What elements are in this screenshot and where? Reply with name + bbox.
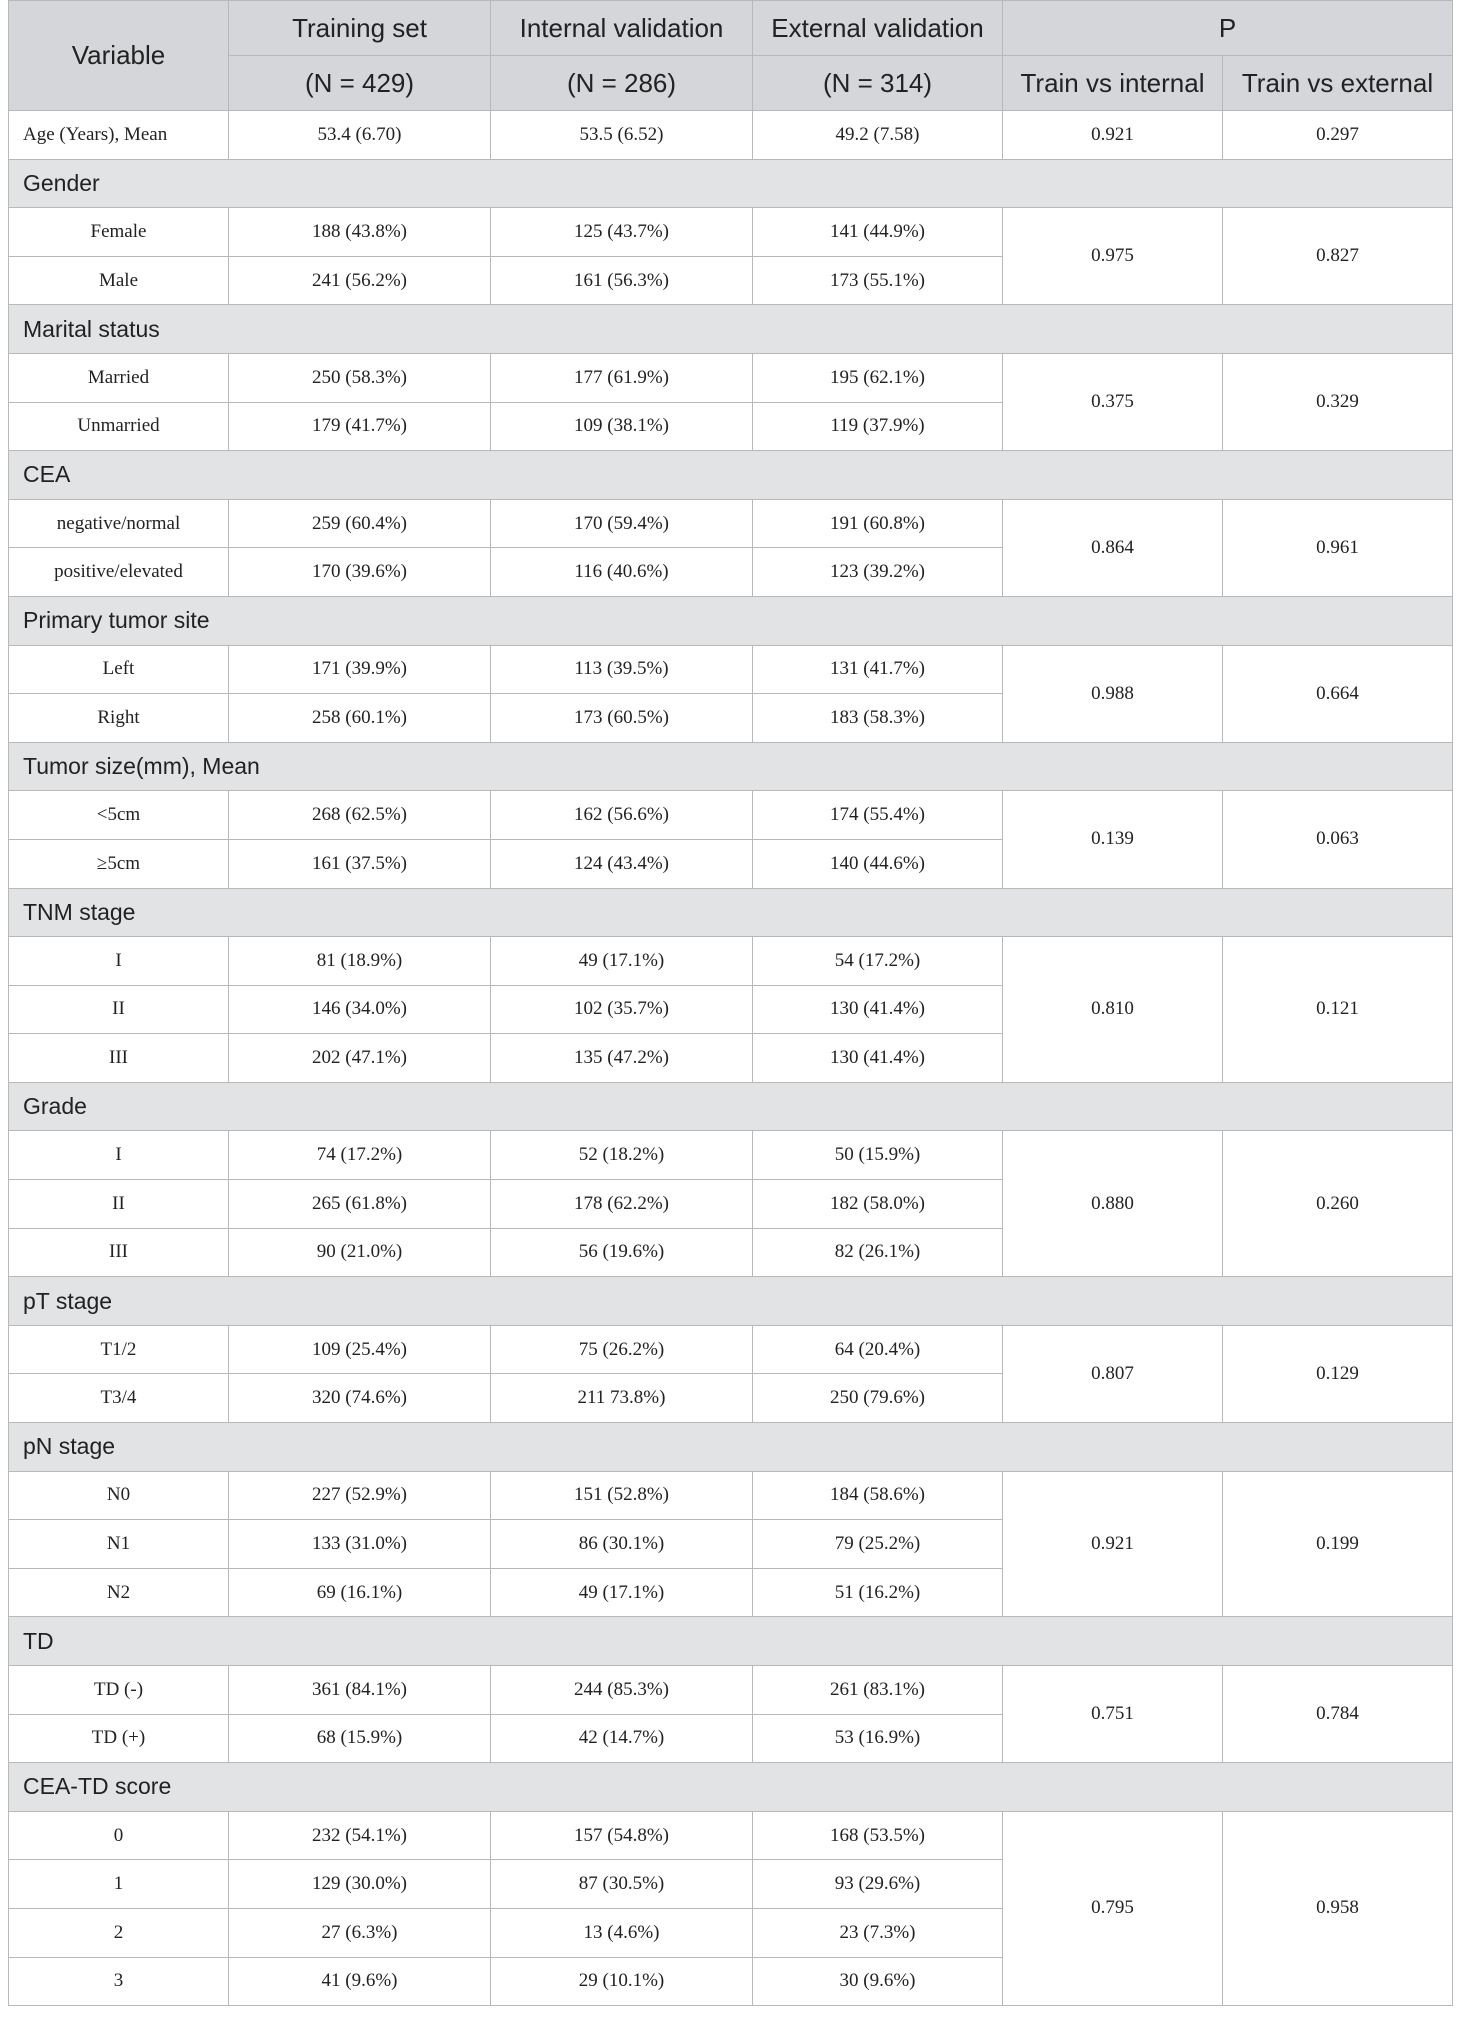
age-training: 53.4 (6.70): [229, 111, 491, 160]
external-value: 191 (60.8%): [753, 499, 1003, 548]
external-value: 168 (53.5%): [753, 1811, 1003, 1860]
header-training-set: Training set: [229, 1, 491, 56]
internal-value: 116 (40.6%): [491, 548, 753, 597]
external-value: 30 (9.6%): [753, 1957, 1003, 2006]
group-title: Marital status: [9, 305, 1453, 354]
p-train-vs-internal: 0.795: [1003, 1811, 1223, 2005]
group-title: TNM stage: [9, 888, 1453, 937]
external-value: 119 (37.9%): [753, 402, 1003, 451]
internal-value: 56 (19.6%): [491, 1228, 753, 1277]
training-value: 179 (41.7%): [229, 402, 491, 451]
row-label: N2: [9, 1568, 229, 1617]
row-label: 3: [9, 1957, 229, 2006]
row-label: ≥5cm: [9, 839, 229, 888]
table-row: [9, 208, 1453, 257]
group-title: pN stage: [9, 1423, 1453, 1472]
table-row: [9, 1811, 1453, 1860]
external-value: 93 (29.6%): [753, 1860, 1003, 1909]
p-train-vs-internal: 0.751: [1003, 1666, 1223, 1763]
group-header-row: [9, 1423, 1453, 1472]
external-value: 141 (44.9%): [753, 208, 1003, 257]
row-label: 0: [9, 1811, 229, 1860]
table-row: [9, 1325, 1453, 1374]
training-value: 241 (56.2%): [229, 256, 491, 305]
p-train-vs-internal: 0.880: [1003, 1131, 1223, 1277]
header-row-1: [9, 1, 1453, 56]
header-external-n: (N = 314): [753, 56, 1003, 111]
external-value: 64 (20.4%): [753, 1325, 1003, 1374]
training-value: 320 (74.6%): [229, 1374, 491, 1423]
external-value: 182 (58.0%): [753, 1180, 1003, 1229]
training-value: 232 (54.1%): [229, 1811, 491, 1860]
table-row: [9, 499, 1453, 548]
p-train-vs-internal: 0.807: [1003, 1325, 1223, 1422]
header-train-vs-internal: Train vs internal: [1003, 56, 1223, 111]
row-label: II: [9, 1180, 229, 1229]
external-value: 173 (55.1%): [753, 256, 1003, 305]
baseline-characteristics-table-container: [8, 0, 1452, 2006]
row-label: N0: [9, 1471, 229, 1520]
group-title: CEA: [9, 451, 1453, 500]
table-header: [9, 1, 1453, 111]
group-title: pT stage: [9, 1277, 1453, 1326]
internal-value: 135 (47.2%): [491, 1034, 753, 1083]
age-external: 49.2 (7.58): [753, 111, 1003, 160]
header-training-n: (N = 429): [229, 56, 491, 111]
table-row: [9, 1666, 1453, 1715]
external-value: 140 (44.6%): [753, 839, 1003, 888]
external-value: 50 (15.9%): [753, 1131, 1003, 1180]
group-header-row: [9, 888, 1453, 937]
p-train-vs-external: 0.784: [1223, 1666, 1453, 1763]
row-label: Female: [9, 208, 229, 257]
p-train-vs-external: 0.961: [1223, 499, 1453, 596]
row-label: III: [9, 1228, 229, 1277]
internal-value: 151 (52.8%): [491, 1471, 753, 1520]
external-value: 261 (83.1%): [753, 1666, 1003, 1715]
row-label: negative/normal: [9, 499, 229, 548]
external-value: 51 (16.2%): [753, 1568, 1003, 1617]
group-header-row: [9, 742, 1453, 791]
internal-value: 157 (54.8%): [491, 1811, 753, 1860]
p-train-vs-external: 0.827: [1223, 208, 1453, 305]
table-row: [9, 937, 1453, 986]
training-value: 227 (52.9%): [229, 1471, 491, 1520]
p-train-vs-internal: 0.810: [1003, 937, 1223, 1083]
group-title: Grade: [9, 1082, 1453, 1131]
internal-value: 75 (26.2%): [491, 1325, 753, 1374]
row-label: T1/2: [9, 1325, 229, 1374]
group-title: Tumor size(mm), Mean: [9, 742, 1453, 791]
row-label: Left: [9, 645, 229, 694]
external-value: 79 (25.2%): [753, 1520, 1003, 1569]
group-header-row: [9, 1763, 1453, 1812]
header-internal-n: (N = 286): [491, 56, 753, 111]
internal-value: 124 (43.4%): [491, 839, 753, 888]
training-value: 129 (30.0%): [229, 1860, 491, 1909]
training-value: 188 (43.8%): [229, 208, 491, 257]
training-value: 27 (6.3%): [229, 1908, 491, 1957]
training-value: 69 (16.1%): [229, 1568, 491, 1617]
internal-value: 49 (17.1%): [491, 1568, 753, 1617]
header-p: P: [1003, 1, 1453, 56]
p-train-vs-external: 0.958: [1223, 1811, 1453, 2005]
age-p-external: 0.297: [1223, 111, 1453, 160]
header-train-vs-external: Train vs external: [1223, 56, 1453, 111]
internal-value: 161 (56.3%): [491, 256, 753, 305]
row-label: TD (-): [9, 1666, 229, 1715]
training-value: 259 (60.4%): [229, 499, 491, 548]
internal-value: 244 (85.3%): [491, 1666, 753, 1715]
group-title: CEA-TD score: [9, 1763, 1453, 1812]
external-value: 23 (7.3%): [753, 1908, 1003, 1957]
internal-value: 49 (17.1%): [491, 937, 753, 986]
training-value: 361 (84.1%): [229, 1666, 491, 1715]
training-value: 202 (47.1%): [229, 1034, 491, 1083]
training-value: 109 (25.4%): [229, 1325, 491, 1374]
baseline-characteristics-table: [8, 0, 1453, 2006]
external-value: 195 (62.1%): [753, 353, 1003, 402]
group-header-row: [9, 451, 1453, 500]
internal-value: 29 (10.1%): [491, 1957, 753, 2006]
p-train-vs-internal: 0.864: [1003, 499, 1223, 596]
internal-value: 87 (30.5%): [491, 1860, 753, 1909]
group-header-row: [9, 159, 1453, 208]
row-label: <5cm: [9, 791, 229, 840]
external-value: 184 (58.6%): [753, 1471, 1003, 1520]
p-train-vs-external: 0.121: [1223, 937, 1453, 1083]
internal-value: 13 (4.6%): [491, 1908, 753, 1957]
internal-value: 173 (60.5%): [491, 694, 753, 743]
p-train-vs-internal: 0.975: [1003, 208, 1223, 305]
internal-value: 86 (30.1%): [491, 1520, 753, 1569]
row-label: 1: [9, 1860, 229, 1909]
internal-value: 177 (61.9%): [491, 353, 753, 402]
external-value: 123 (39.2%): [753, 548, 1003, 597]
training-value: 161 (37.5%): [229, 839, 491, 888]
internal-value: 170 (59.4%): [491, 499, 753, 548]
internal-value: 211 73.8%): [491, 1374, 753, 1423]
group-header-row: [9, 1082, 1453, 1131]
row-label: TD (+): [9, 1714, 229, 1763]
table-row: [9, 645, 1453, 694]
training-value: 74 (17.2%): [229, 1131, 491, 1180]
training-value: 268 (62.5%): [229, 791, 491, 840]
header-internal-validation: Internal validation: [491, 1, 753, 56]
table-row: [9, 353, 1453, 402]
training-value: 265 (61.8%): [229, 1180, 491, 1229]
p-train-vs-external: 0.199: [1223, 1471, 1453, 1617]
group-header-row: [9, 1617, 1453, 1666]
table-body: [9, 111, 1453, 2006]
row-label: I: [9, 1131, 229, 1180]
external-value: 130 (41.4%): [753, 985, 1003, 1034]
training-value: 133 (31.0%): [229, 1520, 491, 1569]
group-header-row: [9, 1277, 1453, 1326]
external-value: 54 (17.2%): [753, 937, 1003, 986]
external-value: 174 (55.4%): [753, 791, 1003, 840]
internal-value: 109 (38.1%): [491, 402, 753, 451]
row-label: III: [9, 1034, 229, 1083]
p-train-vs-external: 0.664: [1223, 645, 1453, 742]
row-label: Right: [9, 694, 229, 743]
p-train-vs-internal: 0.139: [1003, 791, 1223, 888]
internal-value: 178 (62.2%): [491, 1180, 753, 1229]
external-value: 82 (26.1%): [753, 1228, 1003, 1277]
internal-value: 113 (39.5%): [491, 645, 753, 694]
external-value: 183 (58.3%): [753, 694, 1003, 743]
age-row: [9, 111, 1453, 160]
internal-value: 162 (56.6%): [491, 791, 753, 840]
table-row: [9, 791, 1453, 840]
row-label: I: [9, 937, 229, 986]
external-value: 250 (79.6%): [753, 1374, 1003, 1423]
training-value: 258 (60.1%): [229, 694, 491, 743]
table-row: [9, 1131, 1453, 1180]
training-value: 171 (39.9%): [229, 645, 491, 694]
p-train-vs-internal: 0.988: [1003, 645, 1223, 742]
external-value: 130 (41.4%): [753, 1034, 1003, 1083]
age-internal: 53.5 (6.52): [491, 111, 753, 160]
age-label: Age (Years), Mean: [9, 111, 229, 160]
external-value: 131 (41.7%): [753, 645, 1003, 694]
age-p-internal: 0.921: [1003, 111, 1223, 160]
group-header-row: [9, 305, 1453, 354]
header-external-validation: External validation: [753, 1, 1003, 56]
internal-value: 52 (18.2%): [491, 1131, 753, 1180]
group-title: Gender: [9, 159, 1453, 208]
training-value: 68 (15.9%): [229, 1714, 491, 1763]
p-train-vs-internal: 0.375: [1003, 353, 1223, 450]
group-title: TD: [9, 1617, 1453, 1666]
training-value: 170 (39.6%): [229, 548, 491, 597]
p-train-vs-external: 0.260: [1223, 1131, 1453, 1277]
group-header-row: [9, 596, 1453, 645]
training-value: 146 (34.0%): [229, 985, 491, 1034]
row-label: Unmarried: [9, 402, 229, 451]
training-value: 81 (18.9%): [229, 937, 491, 986]
p-train-vs-external: 0.329: [1223, 353, 1453, 450]
row-label: Married: [9, 353, 229, 402]
training-value: 90 (21.0%): [229, 1228, 491, 1277]
row-label: positive/elevated: [9, 548, 229, 597]
internal-value: 102 (35.7%): [491, 985, 753, 1034]
external-value: 53 (16.9%): [753, 1714, 1003, 1763]
internal-value: 42 (14.7%): [491, 1714, 753, 1763]
row-label: N1: [9, 1520, 229, 1569]
row-label: Male: [9, 256, 229, 305]
row-label: II: [9, 985, 229, 1034]
p-train-vs-internal: 0.921: [1003, 1471, 1223, 1617]
row-label: 2: [9, 1908, 229, 1957]
training-value: 41 (9.6%): [229, 1957, 491, 2006]
training-value: 250 (58.3%): [229, 353, 491, 402]
p-train-vs-external: 0.063: [1223, 791, 1453, 888]
internal-value: 125 (43.7%): [491, 208, 753, 257]
row-label: T3/4: [9, 1374, 229, 1423]
group-title: Primary tumor site: [9, 596, 1453, 645]
table-row: [9, 1471, 1453, 1520]
p-train-vs-external: 0.129: [1223, 1325, 1453, 1422]
header-variable: Variable: [9, 1, 229, 111]
